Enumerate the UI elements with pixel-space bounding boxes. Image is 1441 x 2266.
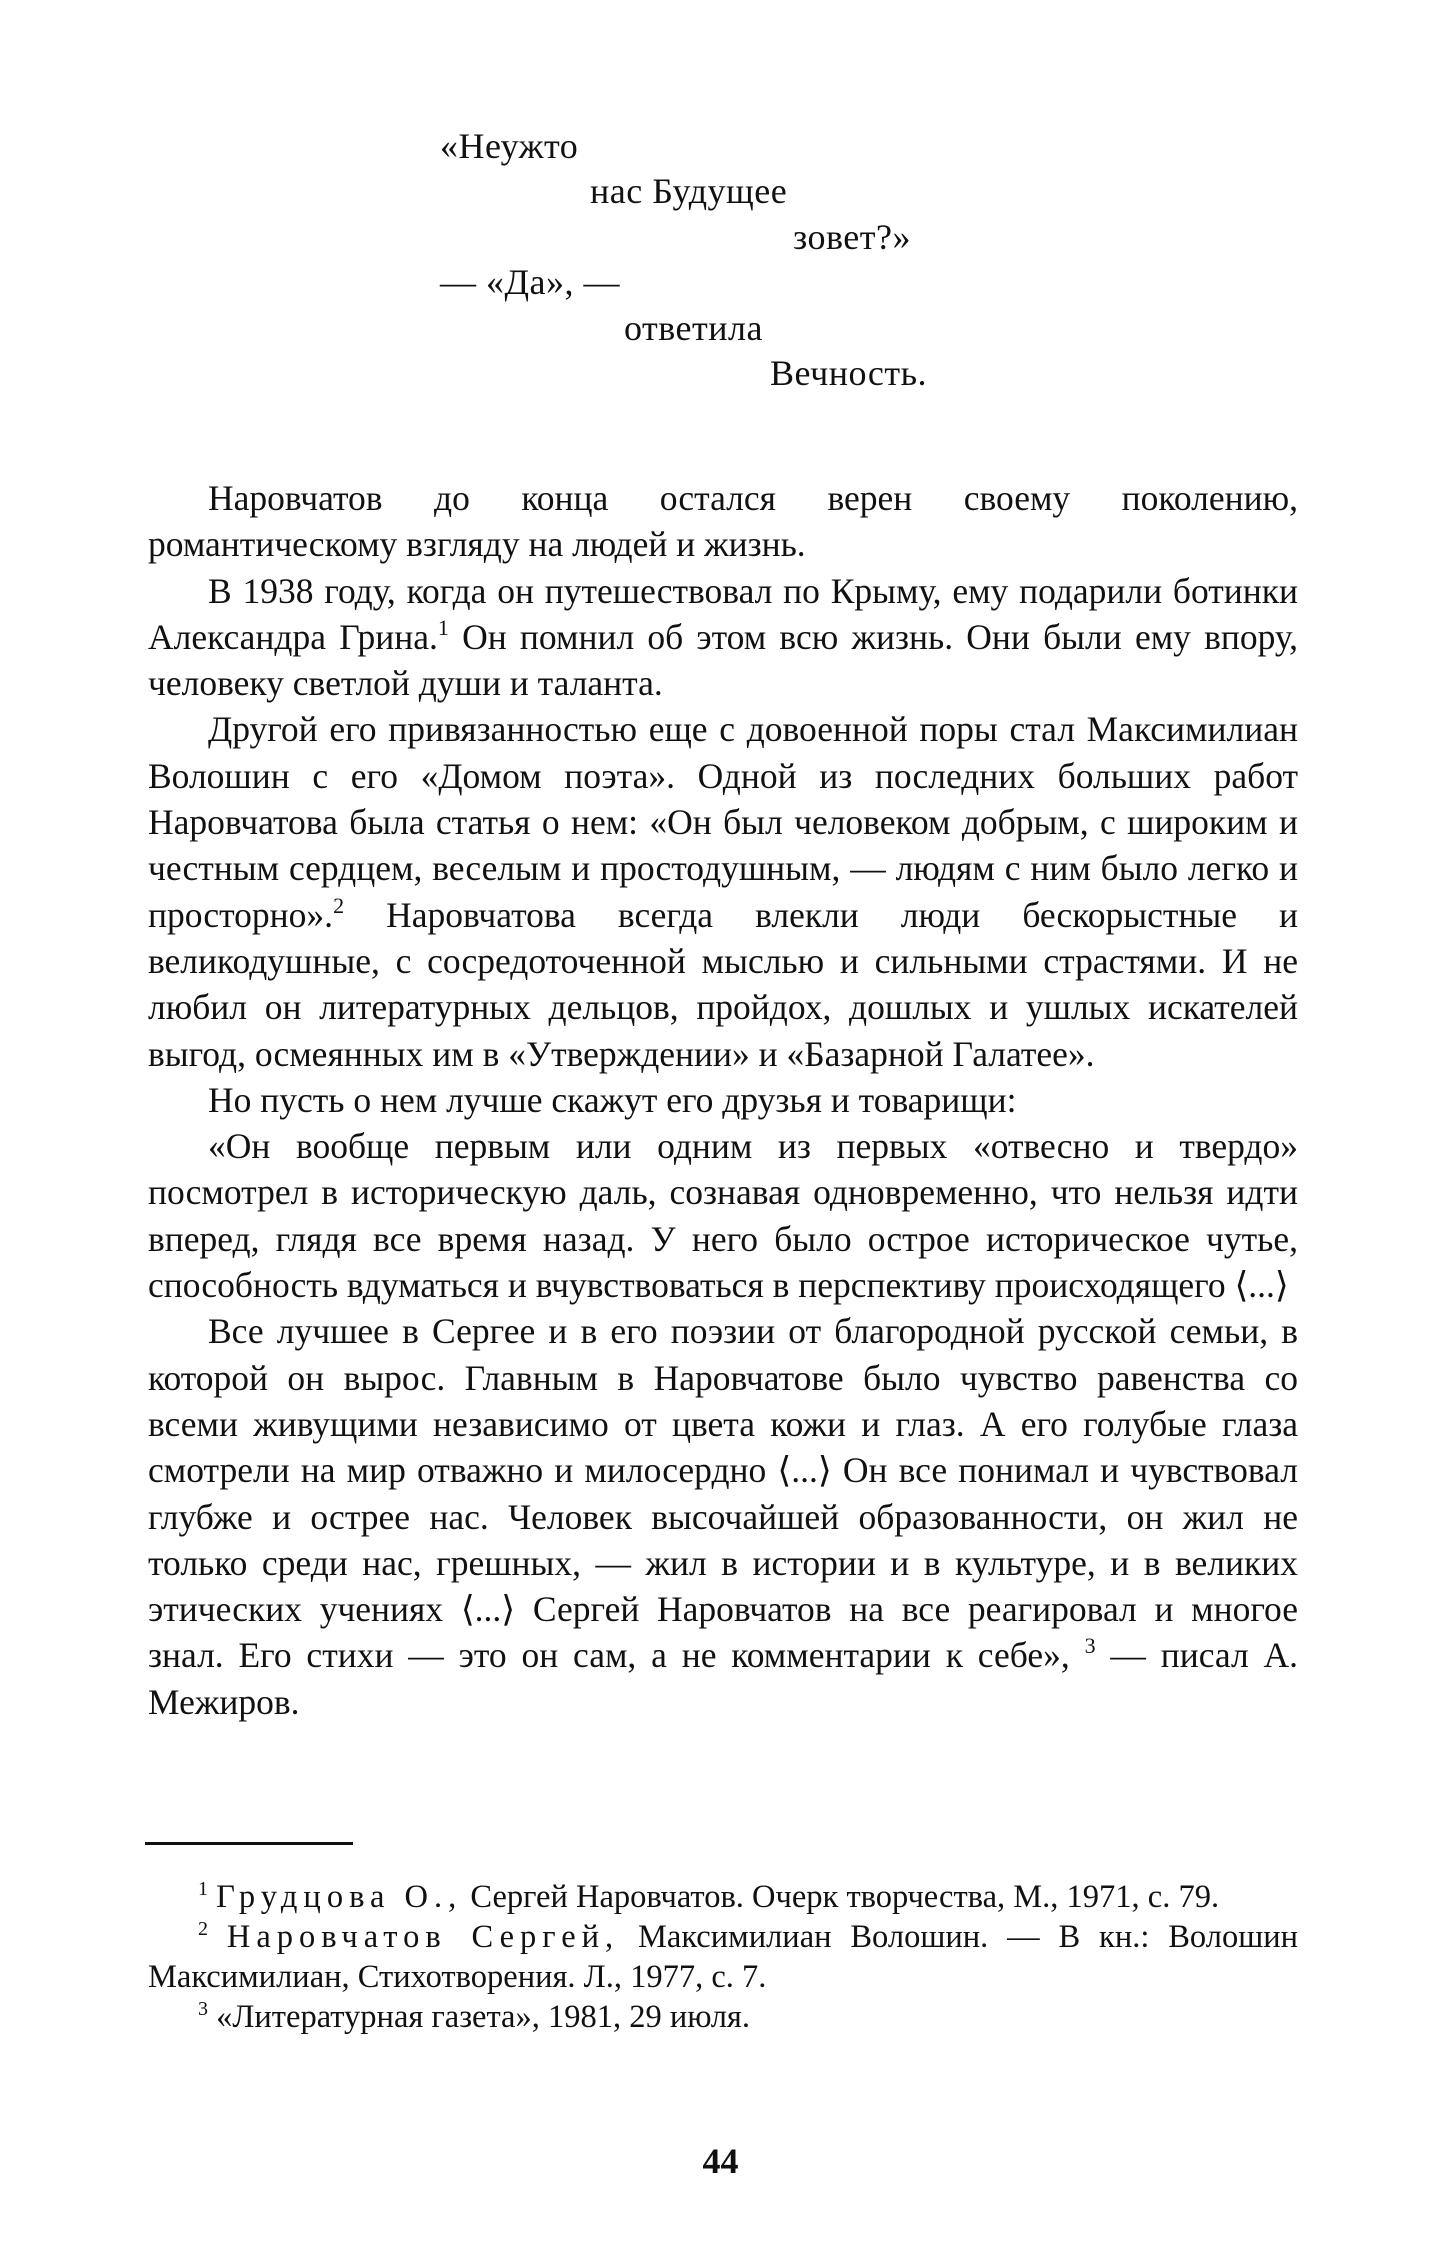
poem-line-3: зовет?» <box>793 217 911 257</box>
paragraph-6-part-b: — писал А. Межиров. <box>148 1635 1299 1722</box>
poem-line-5: ответила <box>624 308 763 348</box>
poem-line-6: Вечность. <box>770 353 927 393</box>
footnotes <box>148 1877 1298 2037</box>
paragraph-5-quote: «Он вообще первым или одним из первых «отвесно и твердо» посмотрел в историческую даль, сознавая одновременно, что нельзя идти вперед, глядя все время назад. У него было острое историческое чутье, способность вдуматься и вчувствоваться в перспективу происходящего ⟨...⟩ <box>148 1126 1298 1306</box>
footnote-divider <box>145 1842 353 1845</box>
paragraph-2 <box>148 568 1298 707</box>
paragraph-1: Наровчатов до конца остался верен своему поколению, романтическому взгляду на людей и жизнь. <box>148 478 1298 565</box>
paragraph-2-part-b: Он помнил об этом всю жизнь. Они были ему впору, человеку светлой души и таланта. <box>148 616 1298 704</box>
poem-line-4: — «Да», — <box>440 262 621 302</box>
main-text <box>148 475 1298 1725</box>
page-number: 44 <box>702 2141 739 2181</box>
paragraph-6-quote <box>148 1308 1298 1725</box>
footnote-2-number: 2 <box>198 1918 208 1940</box>
paragraph-3 <box>148 706 1298 1076</box>
footnote-ref-1: 1 <box>437 614 449 640</box>
poem-line-1: «Неужто <box>440 126 579 166</box>
footnote-2 <box>148 1917 1298 1997</box>
footnote-1-author: Грудцова О., <box>216 1879 463 1915</box>
footnote-ref-2: 2 <box>333 892 345 918</box>
footnote-1-text: Сергей Наровчатов. Очерк творчества, М., 1971, с. 79. <box>462 1879 1220 1915</box>
footnote-3 <box>148 1997 1298 2037</box>
paragraph-2-part-a: В 1938 году, когда он путешествовал по Крыму, ему подарили ботинки Александра Грина. <box>148 570 1298 657</box>
footnote-ref-3: 3 <box>1084 1633 1096 1659</box>
footnote-1 <box>148 1877 1298 1917</box>
footnote-2-text: Максимилиан Волошин. — В кн.: Волошин Максимилиан, Стихотворения. Л., 1977, с. 7. <box>148 1919 1299 1995</box>
paragraph-3-part-a: Другой его привязанностью еще с довоенной поры стал Максимилиан Волошин с его «Домом поэта». Одной из последних больших работ Наровчатова была статья о нем: «Он был человеком добрым, с широким и честным сердцем, веселым и простодушным, — людям с ним было легко и просторно». <box>148 709 1298 935</box>
footnote-3-text: «Литературная газета», 1981, 29 июля. <box>208 1999 751 2035</box>
footnote-2-author: Наровчатов Сергей, <box>226 1919 620 1955</box>
paragraph-4: Но пусть о нем лучше скажут его друзья и товарищи: <box>208 1079 1017 1120</box>
footnote-1-number: 1 <box>198 1878 208 1900</box>
paragraph-6-part-a: Все лучшее в Сергее и в его поэзии от благородной русской семьи, в которой он вырос. Главным в Наровчатове было чувство равенства со всеми живущими независимо от цвета кожи и глаз. А его голубые глаза смотрели на мир отважно и милосердно ⟨...⟩ Он все понимал и чувствовал глубже и острее нас. Человек высочайшей образованности, он жил не только среди нас, грешных, — жил в истории и в культуре, и в великих этических учениях ⟨...⟩ Сергей Наровчатов на все реагировал и многое знал. Его стихи — это он сам, а не комментарии к себе», <box>148 1311 1298 1676</box>
footnote-3-number: 3 <box>198 1998 208 2020</box>
poem-line-2: нас Будущее <box>590 171 788 211</box>
paragraph-3-part-b: Наровчатова всегда влекли люди бескорыстные и великодушные, с сосредоточенной мыслью и сильными страстями. И не любил он литературных дельцов, пройдох, дошлых и ушлых искателей выгод, осмеянных им в «Утверждении» и «Базарной Галатее». <box>148 894 1298 1074</box>
